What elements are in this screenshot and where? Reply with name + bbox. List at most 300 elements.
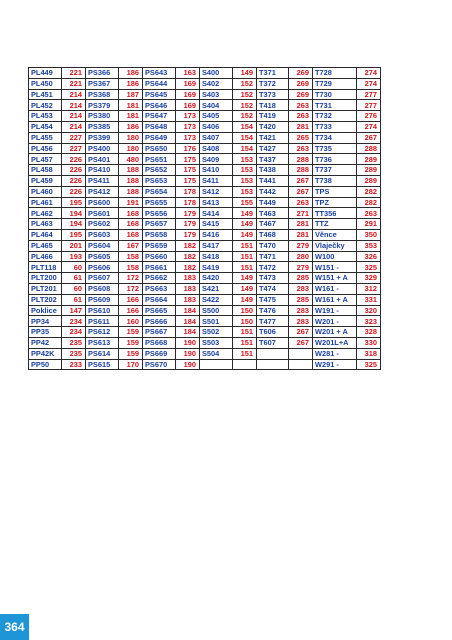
- product-code-cell: PL452: [29, 100, 62, 111]
- product-code-cell: W151 + A: [313, 273, 357, 284]
- product-code-cell: W201 -: [313, 316, 357, 327]
- product-code-cell: T734: [313, 132, 357, 143]
- product-code-cell: S411: [200, 175, 233, 186]
- product-code-cell: PS600: [86, 197, 119, 208]
- product-code-cell: PS649: [143, 132, 176, 143]
- product-code-cell: T730: [313, 89, 357, 100]
- product-code-cell: S404: [200, 100, 233, 111]
- product-code-cell: PL465: [29, 240, 62, 251]
- price-cell: 288: [289, 165, 313, 176]
- product-code-cell: PS661: [143, 262, 176, 273]
- product-code-cell: T477: [257, 316, 289, 327]
- price-cell: 289: [357, 165, 381, 176]
- price-cell: 169: [176, 100, 200, 111]
- price-cell: 318: [357, 348, 381, 359]
- price-cell: 60: [62, 262, 86, 273]
- product-code-cell: PS660: [143, 251, 176, 262]
- price-cell: 190: [176, 359, 200, 370]
- product-code-cell: PS665: [143, 305, 176, 316]
- price-cell: 178: [176, 186, 200, 197]
- price-cell: 320: [357, 305, 381, 316]
- product-code-cell: PP50: [29, 359, 62, 370]
- product-code-cell: PS601: [86, 208, 119, 219]
- product-code-cell: T371: [257, 68, 289, 79]
- price-cell: 281: [289, 229, 313, 240]
- price-cell: 191: [119, 197, 143, 208]
- price-cell: 289: [357, 175, 381, 186]
- product-code-cell: T475: [257, 294, 289, 305]
- table-row: [29, 337, 381, 348]
- price-cell: [289, 359, 313, 370]
- price-cell: 168: [119, 229, 143, 240]
- product-code-cell: S409: [200, 154, 233, 165]
- product-code-cell: PLT202: [29, 294, 62, 305]
- price-cell: 283: [289, 316, 313, 327]
- product-code-cell: T470: [257, 240, 289, 251]
- product-code-cell: PS401: [86, 154, 119, 165]
- product-code-cell: PS667: [143, 327, 176, 338]
- price-cell: 201: [62, 240, 86, 251]
- product-code-cell: TT356: [313, 208, 357, 219]
- price-cell: 151: [233, 327, 257, 338]
- product-code-cell: PS367: [86, 78, 119, 89]
- product-code-cell: T467: [257, 219, 289, 230]
- price-cell: 178: [176, 197, 200, 208]
- price-cell: 279: [289, 240, 313, 251]
- price-cell: 190: [176, 337, 200, 348]
- price-cell: 221: [62, 78, 86, 89]
- product-code-cell: T419: [257, 111, 289, 122]
- price-cell: 166: [119, 305, 143, 316]
- price-cell: 153: [233, 165, 257, 176]
- price-cell: 283: [289, 305, 313, 316]
- price-cell: 263: [357, 208, 381, 219]
- product-code-cell: S418: [200, 251, 233, 262]
- price-cell: [233, 359, 257, 370]
- product-code-cell: S415: [200, 219, 233, 230]
- product-code-cell: PS366: [86, 68, 119, 79]
- price-cell: 188: [119, 165, 143, 176]
- price-cell: 214: [62, 121, 86, 132]
- product-code-cell: PS651: [143, 154, 176, 165]
- price-cell: 274: [357, 68, 381, 79]
- product-code-cell: PS411: [86, 175, 119, 186]
- product-code-cell: T438: [257, 165, 289, 176]
- price-cell: 288: [289, 154, 313, 165]
- price-cell: 214: [62, 100, 86, 111]
- table-row: [29, 197, 381, 208]
- price-cell: 194: [62, 208, 86, 219]
- price-cell: 282: [357, 186, 381, 197]
- product-code-cell: PS613: [86, 337, 119, 348]
- price-cell: 149: [233, 283, 257, 294]
- product-code-cell: T468: [257, 229, 289, 240]
- product-code-cell: PL466: [29, 251, 62, 262]
- product-code-cell: PS379: [86, 100, 119, 111]
- price-cell: 181: [119, 100, 143, 111]
- product-code-cell: PS610: [86, 305, 119, 316]
- product-code-cell: PS606: [86, 262, 119, 273]
- product-code-cell: PS670: [143, 359, 176, 370]
- price-cell: 274: [357, 121, 381, 132]
- price-table: [28, 67, 381, 370]
- product-code-cell: PS385: [86, 121, 119, 132]
- product-code-cell: [257, 348, 289, 359]
- product-code-cell: T421: [257, 132, 289, 143]
- table-row: [29, 208, 381, 219]
- price-cell: 149: [233, 68, 257, 79]
- price-cell: 285: [289, 273, 313, 284]
- product-code-cell: PLT118: [29, 262, 62, 273]
- table-row: [29, 219, 381, 230]
- product-code-cell: Poklice: [29, 305, 62, 316]
- product-code-cell: PS399: [86, 132, 119, 143]
- price-cell: 235: [62, 337, 86, 348]
- table-row: [29, 111, 381, 122]
- product-code-cell: PS410: [86, 165, 119, 176]
- product-code-cell: PL459: [29, 175, 62, 186]
- table-row: [29, 316, 381, 327]
- product-code-cell: S417: [200, 240, 233, 251]
- price-cell: 149: [233, 273, 257, 284]
- product-code-cell: PS605: [86, 251, 119, 262]
- product-code-cell: T471: [257, 251, 289, 262]
- price-cell: 160: [119, 316, 143, 327]
- product-code-cell: PS609: [86, 294, 119, 305]
- price-cell: 173: [176, 111, 200, 122]
- table-row: [29, 327, 381, 338]
- table-row: [29, 165, 381, 176]
- price-cell: 226: [62, 154, 86, 165]
- table-row: [29, 251, 381, 262]
- price-cell: 184: [176, 327, 200, 338]
- price-cell: 159: [119, 327, 143, 338]
- price-cell: 187: [119, 89, 143, 100]
- product-code-cell: PS604: [86, 240, 119, 251]
- price-cell: 159: [119, 348, 143, 359]
- price-cell: 221: [62, 68, 86, 79]
- price-cell: 154: [233, 132, 257, 143]
- product-code-cell: S414: [200, 208, 233, 219]
- product-code-cell: PS653: [143, 175, 176, 186]
- product-code-cell: PS654: [143, 186, 176, 197]
- price-cell: 289: [357, 154, 381, 165]
- product-code-cell: Vlaječky: [313, 240, 357, 251]
- product-code-cell: PS643: [143, 68, 176, 79]
- product-code-cell: T442: [257, 186, 289, 197]
- price-cell: 328: [357, 327, 381, 338]
- price-cell: 325: [357, 262, 381, 273]
- table-row: [29, 240, 381, 251]
- product-code-cell: PS656: [143, 208, 176, 219]
- product-code-cell: T476: [257, 305, 289, 316]
- product-code-cell: S405: [200, 111, 233, 122]
- price-cell: 291: [357, 219, 381, 230]
- product-code-cell: PL450: [29, 78, 62, 89]
- product-code-cell: T737: [313, 165, 357, 176]
- price-cell: 151: [233, 251, 257, 262]
- product-code-cell: T473: [257, 273, 289, 284]
- price-cell: 151: [233, 240, 257, 251]
- product-code-cell: PL457: [29, 154, 62, 165]
- price-cell: [289, 348, 313, 359]
- product-code-cell: PL462: [29, 208, 62, 219]
- product-code-cell: PS368: [86, 89, 119, 100]
- product-code-cell: TPZ: [313, 197, 357, 208]
- price-cell: 159: [119, 337, 143, 348]
- product-code-cell: T437: [257, 154, 289, 165]
- price-cell: 269: [289, 68, 313, 79]
- price-cell: 353: [357, 240, 381, 251]
- product-code-cell: PL458: [29, 165, 62, 176]
- price-cell: 179: [176, 219, 200, 230]
- price-cell: 267: [289, 175, 313, 186]
- product-code-cell: PP42: [29, 337, 62, 348]
- product-code-cell: S419: [200, 262, 233, 273]
- table-row: [29, 348, 381, 359]
- price-cell: 147: [62, 305, 86, 316]
- price-cell: 267: [289, 337, 313, 348]
- price-cell: 285: [289, 294, 313, 305]
- price-cell: 183: [176, 283, 200, 294]
- table-row: [29, 262, 381, 273]
- table-row: [29, 68, 381, 79]
- price-cell: 151: [233, 348, 257, 359]
- price-cell: 155: [233, 197, 257, 208]
- product-code-cell: T474: [257, 283, 289, 294]
- price-cell: 188: [119, 175, 143, 186]
- table-row: [29, 283, 381, 294]
- product-code-cell: PS646: [143, 100, 176, 111]
- price-cell: 181: [119, 111, 143, 122]
- price-cell: 226: [62, 165, 86, 176]
- product-code-cell: TTZ: [313, 219, 357, 230]
- product-code-cell: PL460: [29, 186, 62, 197]
- table-row: [29, 121, 381, 132]
- product-code-cell: PS612: [86, 327, 119, 338]
- price-cell: 263: [289, 111, 313, 122]
- product-code-cell: PS658: [143, 229, 176, 240]
- price-cell: 151: [233, 262, 257, 273]
- price-cell: 214: [62, 89, 86, 100]
- price-cell: 186: [119, 68, 143, 79]
- product-code-cell: PS655: [143, 197, 176, 208]
- price-cell: 60: [62, 283, 86, 294]
- product-code-cell: S410: [200, 165, 233, 176]
- product-code-cell: PLT201: [29, 283, 62, 294]
- price-cell: 168: [119, 208, 143, 219]
- price-cell: 194: [62, 219, 86, 230]
- page-number: 364: [4, 620, 25, 634]
- product-code-cell: PS614: [86, 348, 119, 359]
- product-code-cell: PL453: [29, 111, 62, 122]
- price-cell: 226: [62, 186, 86, 197]
- price-cell: 61: [62, 273, 86, 284]
- price-cell: 281: [289, 121, 313, 132]
- product-code-cell: S421: [200, 283, 233, 294]
- product-code-cell: T420: [257, 121, 289, 132]
- price-cell: 182: [176, 262, 200, 273]
- product-code-cell: S501: [200, 316, 233, 327]
- product-code-cell: PS650: [143, 143, 176, 154]
- product-code-cell: PS663: [143, 283, 176, 294]
- price-cell: 149: [233, 219, 257, 230]
- price-cell: 175: [176, 165, 200, 176]
- table-row: [29, 273, 381, 284]
- table-row: [29, 132, 381, 143]
- product-code-cell: PS380: [86, 111, 119, 122]
- table-row: [29, 154, 381, 165]
- product-code-cell: PS659: [143, 240, 176, 251]
- price-cell: 312: [357, 283, 381, 294]
- price-cell: 323: [357, 316, 381, 327]
- product-code-cell: PS652: [143, 165, 176, 176]
- price-cell: 226: [62, 175, 86, 186]
- price-cell: 227: [62, 132, 86, 143]
- price-cell: 175: [176, 154, 200, 165]
- price-cell: 265: [289, 132, 313, 143]
- price-cell: 283: [289, 283, 313, 294]
- price-cell: 277: [357, 89, 381, 100]
- price-cell: 267: [289, 186, 313, 197]
- price-cell: 190: [176, 348, 200, 359]
- price-cell: 267: [357, 132, 381, 143]
- price-cell: 179: [176, 208, 200, 219]
- price-cell: 195: [62, 229, 86, 240]
- product-code-cell: S413: [200, 197, 233, 208]
- price-cell: 180: [119, 132, 143, 143]
- price-cell: 276: [357, 111, 381, 122]
- product-code-cell: T418: [257, 100, 289, 111]
- product-code-cell: [200, 359, 233, 370]
- table-row: [29, 175, 381, 186]
- product-code-cell: T373: [257, 89, 289, 100]
- price-cell: 153: [233, 186, 257, 197]
- product-code-cell: PS648: [143, 121, 176, 132]
- product-code-cell: T728: [313, 68, 357, 79]
- product-code-cell: S408: [200, 143, 233, 154]
- product-code-cell: PL454: [29, 121, 62, 132]
- product-code-cell: PS647: [143, 111, 176, 122]
- product-code-cell: T729: [313, 78, 357, 89]
- price-cell: 281: [289, 219, 313, 230]
- product-code-cell: W201L+A: [313, 337, 357, 348]
- product-code-cell: W151 -: [313, 262, 357, 273]
- price-cell: 279: [289, 262, 313, 273]
- product-code-cell: PS669: [143, 348, 176, 359]
- price-cell: 154: [233, 143, 257, 154]
- table-row: [29, 305, 381, 316]
- price-cell: 184: [176, 316, 200, 327]
- product-code-cell: Věnce: [313, 229, 357, 240]
- product-code-cell: PS603: [86, 229, 119, 240]
- price-cell: 172: [119, 273, 143, 284]
- product-code-cell: W161 -: [313, 283, 357, 294]
- product-code-cell: T738: [313, 175, 357, 186]
- price-cell: 214: [62, 111, 86, 122]
- price-cell: 158: [119, 262, 143, 273]
- product-code-cell: PS400: [86, 143, 119, 154]
- product-code-cell: T606: [257, 327, 289, 338]
- price-cell: 149: [233, 229, 257, 240]
- price-cell: 280: [289, 251, 313, 262]
- price-cell: 153: [233, 154, 257, 165]
- price-cell: 163: [176, 68, 200, 79]
- price-cell: 150: [233, 305, 257, 316]
- price-cell: 180: [119, 143, 143, 154]
- product-code-cell: W191 -: [313, 305, 357, 316]
- price-cell: 167: [119, 240, 143, 251]
- price-cell: 183: [176, 294, 200, 305]
- price-cell: 166: [119, 294, 143, 305]
- price-cell: 152: [233, 89, 257, 100]
- product-code-cell: PL455: [29, 132, 62, 143]
- product-code-cell: PL449: [29, 68, 62, 79]
- product-code-cell: PL456: [29, 143, 62, 154]
- price-cell: 269: [289, 78, 313, 89]
- table-body: [29, 68, 381, 370]
- table-row: [29, 143, 381, 154]
- price-cell: 277: [357, 100, 381, 111]
- product-code-cell: PS611: [86, 316, 119, 327]
- product-code-cell: T472: [257, 262, 289, 273]
- price-cell: 175: [176, 175, 200, 186]
- product-code-cell: T733: [313, 121, 357, 132]
- product-code-cell: S406: [200, 121, 233, 132]
- price-cell: 173: [176, 132, 200, 143]
- table-row: [29, 100, 381, 111]
- price-cell: 234: [62, 316, 86, 327]
- product-code-cell: T735: [313, 143, 357, 154]
- product-code-cell: T372: [257, 78, 289, 89]
- price-cell: 149: [233, 294, 257, 305]
- product-code-cell: T736: [313, 154, 357, 165]
- price-cell: 186: [119, 78, 143, 89]
- product-code-cell: S420: [200, 273, 233, 284]
- price-cell: 274: [357, 78, 381, 89]
- price-cell: 325: [357, 359, 381, 370]
- table-row: [29, 89, 381, 100]
- price-cell: 150: [233, 316, 257, 327]
- product-code-cell: W291 -: [313, 359, 357, 370]
- price-cell: 329: [357, 273, 381, 284]
- price-cell: 179: [176, 229, 200, 240]
- product-code-cell: TPS: [313, 186, 357, 197]
- product-code-cell: PLT200: [29, 273, 62, 284]
- price-cell: 158: [119, 251, 143, 262]
- price-cell: 267: [289, 327, 313, 338]
- price-cell: 183: [176, 273, 200, 284]
- price-cell: 184: [176, 305, 200, 316]
- price-cell: 288: [357, 143, 381, 154]
- product-code-cell: S422: [200, 294, 233, 305]
- price-cell: 170: [119, 359, 143, 370]
- price-cell: 227: [62, 143, 86, 154]
- price-cell: 169: [176, 89, 200, 100]
- product-code-cell: PL463: [29, 219, 62, 230]
- product-code-cell: PP35: [29, 327, 62, 338]
- price-cell: 152: [233, 100, 257, 111]
- product-code-cell: W161 + A: [313, 294, 357, 305]
- price-cell: 149: [233, 208, 257, 219]
- page-number-tab: [0, 614, 29, 640]
- table-row: [29, 186, 381, 197]
- price-cell: 350: [357, 229, 381, 240]
- product-code-cell: [257, 359, 289, 370]
- product-code-cell: T731: [313, 100, 357, 111]
- price-cell: 186: [119, 121, 143, 132]
- price-cell: 330: [357, 337, 381, 348]
